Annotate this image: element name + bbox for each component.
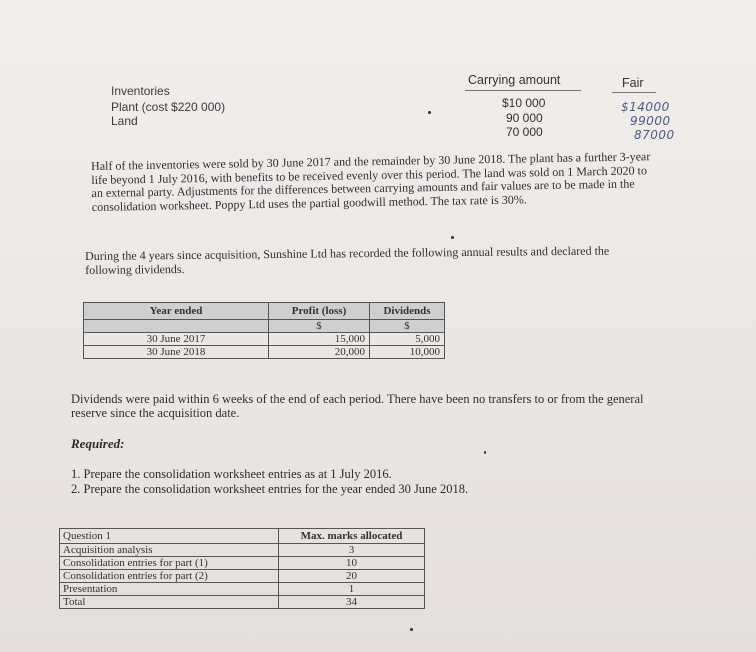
table-row	[84, 346, 445, 359]
stray-dot	[428, 111, 431, 114]
marks-header-max: Max. marks allocated	[279, 529, 425, 544]
fair-underline	[612, 92, 656, 93]
table-row	[60, 583, 425, 596]
marks-item-value: 1	[279, 583, 425, 596]
dividends-table	[83, 302, 445, 359]
required-heading: Required:	[71, 436, 125, 451]
asset-label-inventories: Inventories	[111, 84, 170, 98]
carrying-land: 70 000	[506, 125, 543, 139]
asset-label-land: Land	[111, 114, 138, 128]
marks-item-value: 20	[279, 570, 425, 583]
row-year: 30 June 2017	[84, 333, 269, 346]
carrying-inventories: $10 000	[502, 96, 546, 110]
unit-profit: $	[269, 320, 370, 333]
marks-item-label: Presentation	[60, 583, 279, 596]
table-row	[60, 570, 425, 583]
asset-label-plant: Plant (cost $220 000)	[111, 100, 226, 114]
marks-table	[59, 528, 425, 609]
marks-item-label: Consolidation entries for part (2)	[60, 570, 279, 583]
fair-plant-handwritten: 99000	[630, 114, 671, 128]
header-year-ended: Year ended	[84, 303, 269, 320]
required-item-1: 1. Prepare the consolidation worksheet entries as at 1 July 2016.	[71, 467, 392, 481]
fair-value-header: Fair	[622, 76, 644, 90]
table-row	[60, 557, 425, 570]
row-year: 30 June 2018	[84, 346, 269, 359]
paragraph-dividends-paid: Dividends were paid within 6 weeks of the end of each period. There have been no transfers to or from the general reserve since the acquisition date.	[71, 392, 644, 420]
table-header-row	[84, 303, 445, 320]
fair-inventories-handwritten: $14000	[621, 100, 670, 114]
required-item-2: 2. Prepare the consolidation worksheet entries for the year ended 30 June 2018.	[71, 482, 469, 496]
table-units-row	[84, 320, 445, 333]
paragraph-results-intro: During the 4 years since acquisition, Sunshine Ltd has recorded the following annual results and declared the following dividends.	[84, 243, 610, 277]
unit-year	[84, 320, 269, 333]
header-profit: Profit (loss)	[269, 303, 370, 320]
marks-item-label: Consolidation entries for part (1)	[60, 557, 279, 570]
row-dividends: 10,000	[370, 346, 445, 359]
marks-item-value: 10	[279, 557, 425, 570]
header-dividends: Dividends	[370, 303, 445, 320]
fair-land-handwritten: 87000	[634, 128, 675, 142]
table-row	[84, 333, 445, 346]
table-row	[60, 544, 425, 557]
row-profit: 15,000	[269, 333, 370, 346]
marks-item-value: 3	[279, 544, 425, 557]
marks-header-row	[60, 529, 425, 544]
marks-item-label: Acquisition analysis	[60, 544, 279, 557]
carrying-underline	[465, 90, 581, 91]
marks-header-question: Question 1	[60, 529, 279, 544]
stray-dot	[451, 236, 454, 239]
table-row	[60, 596, 425, 609]
unit-dividends: $	[370, 320, 445, 333]
marks-item-label: Total	[60, 596, 279, 609]
row-profit: 20,000	[269, 346, 370, 359]
paragraph-asset-details: Half of the inventories were sold by 30 June 2017 and the remainder by 30 June 2018. The plant has a further 3-year life beyond 1 July 2016, with benefits to be received evenly over this period. The land was sold on 1 March 2020 to an external party. Adjustments for the differences between carrying amounts and fair values are to be made in the consolidation worksheet. Poppy Ltd uses the partial goodwill method. The tax rate is 30%.	[90, 149, 651, 214]
carrying-plant: 90 000	[506, 111, 543, 125]
stray-dot	[410, 628, 413, 631]
stray-dot	[484, 451, 486, 454]
carrying-amount-header: Carrying amount	[468, 73, 561, 87]
row-dividends: 5,000	[370, 333, 445, 346]
marks-item-value: 34	[279, 596, 425, 609]
